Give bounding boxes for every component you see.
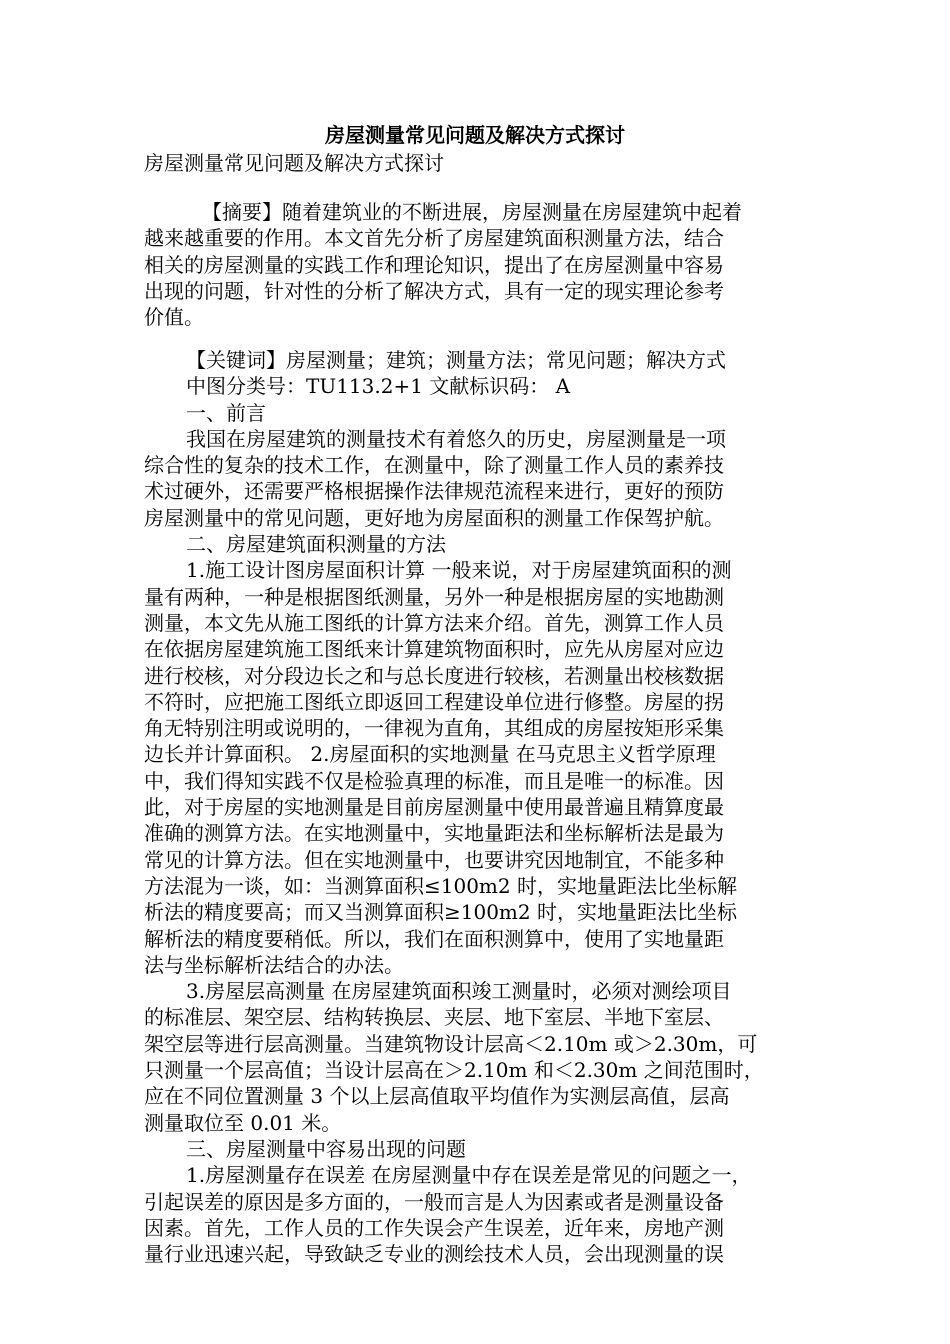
methods-line: 方法混为一谈，如：当测算面积≤100m2 时，实地量距法比坐标解 xyxy=(144,873,737,898)
methods-line: 不符时，应把施工图纸立即返回工程建设单位进行修整。房屋的拐 xyxy=(144,689,724,714)
abstract-line: 相关的房屋测量的实践工作和理论知识，提出了在房屋测量中容易 xyxy=(144,252,724,277)
methods-line: 边长并计算面积。 2.房屋面积的实地测量 在马克思主义哲学原理 xyxy=(144,742,716,767)
methods-line: 进行校核，对分段边长之和与总长度进行较核，若测量出校核数据 xyxy=(144,663,724,688)
abstract-line: 价值。 xyxy=(144,305,204,330)
intro-line: 房屋测量中的常见问题，更好地为房屋面积的测量工作保驾护航。 xyxy=(144,505,724,530)
methods-line: 在依据房屋建筑施工图纸来计算建筑物面积时，应先从房屋对应边 xyxy=(144,637,724,662)
section-heading-intro: 一、前言 xyxy=(186,400,266,425)
document-title: 房屋测量常见问题及解决方式探讨 xyxy=(325,123,625,147)
methods-line: 解析法的精度要稍低。所以，我们在面积测算中，使用了实地量距 xyxy=(144,926,724,951)
methods-line: 常见的计算方法。但在实地测量中，也要讲究因地制宜，不能多种 xyxy=(144,847,724,872)
section-heading-problems: 三、房屋测量中容易出现的问题 xyxy=(186,1136,466,1161)
floor-height-line: 架空层等进行层高测量。当建筑物设计层高＜2.10m 或＞2.30m，可 xyxy=(144,1031,758,1056)
section-heading-methods: 二、房屋建筑面积测量的方法 xyxy=(186,532,446,557)
methods-line: 准确的测算方法。在实地测量中，实地量距法和坐标解析法是最为 xyxy=(144,821,724,846)
methods-line: 测量，本文先从施工图纸的计算方法来介绍。首先，测算工作人员 xyxy=(144,610,724,635)
floor-height-line: 3.房屋层高测量 在房屋建筑面积竣工测量时，必须对测绘项目 xyxy=(186,979,732,1004)
problems-line: 1.房屋测量存在误差 在房屋测量中存在误差是常见的问题之一， xyxy=(186,1163,752,1188)
abstract-line: 出现的问题，针对性的分析了解决方式，具有一定的现实理论参考 xyxy=(144,278,724,303)
methods-line: 法与坐标解析法结合的办法。 xyxy=(144,952,404,977)
methods-line: 1.施工设计图房屋面积计算 一般来说，对于房屋建筑面积的测 xyxy=(186,558,732,583)
problems-line: 量行业迅速兴起，导致缺乏专业的测绘技术人员，会出现测量的误 xyxy=(144,1242,724,1267)
problems-line: 因素。首先，工作人员的工作失误会产生误差，近年来，房地产测 xyxy=(144,1215,724,1240)
document-subtitle: 房屋测量常见问题及解决方式探讨 xyxy=(144,151,444,175)
methods-line: 中，我们得知实践不仅是检验真理的标准，而且是唯一的标准。因 xyxy=(144,768,724,793)
floor-height-line: 只测量一个层高值；当设计层高在＞2.10m 和＜2.30m 之间范围时， xyxy=(144,1058,764,1083)
floor-height-line: 的标准层、架空层、结构转换层、夹层、地下室层、半地下室层、 xyxy=(144,1005,724,1030)
keywords-block xyxy=(144,347,814,1267)
methods-line: 析法的精度要高；而又当测算面积≥100m2 时，实地量距法比坐标 xyxy=(144,900,737,925)
intro-line: 综合性的复杂的技术工作，在测量中，除了测量工作人员的素养技 xyxy=(144,453,724,478)
problems-line: 引起误差的原因是多方面的，一般而言是人为因素或者是测量设备 xyxy=(144,1189,724,1214)
intro-line: 我国在房屋建筑的测量技术有着悠久的历史，房屋测量是一项 xyxy=(186,426,726,451)
abstract-line: 越来越重要的作用。本文首先分析了房屋建筑面积测量方法，结合 xyxy=(144,226,724,251)
methods-line: 角无特别注明或说明的，一律视为直角，其组成的房屋按矩形采集 xyxy=(144,716,724,741)
keywords-line: 【关键词】房屋测量；建筑；测量方法；常见问题；解决方式 xyxy=(186,348,726,372)
methods-line: 量有两种，一种是根据图纸测量，另外一种是根据房屋的实地勘测 xyxy=(144,584,724,609)
abstract-line: 【摘要】随着建筑业的不断进展，房屋测量在房屋建筑中起着 xyxy=(202,200,742,224)
intro-line: 术过硬外，还需要严格根据操作法律规范流程来进行，更好的预防 xyxy=(144,479,724,504)
floor-height-line: 应在不同位置测量 3 个以上层高值取平均值作为实测层高值，层高 xyxy=(144,1084,730,1109)
abstract-paragraph xyxy=(144,199,814,330)
methods-line: 此，对于房屋的实地测量是目前房屋测量中使用最普遍且精算度最 xyxy=(144,795,724,820)
classification-line: 中图分类号：TU113.2+1 文献标识码： A xyxy=(186,374,571,399)
floor-height-line: 测量取位至 0.01 米。 xyxy=(144,1110,342,1135)
